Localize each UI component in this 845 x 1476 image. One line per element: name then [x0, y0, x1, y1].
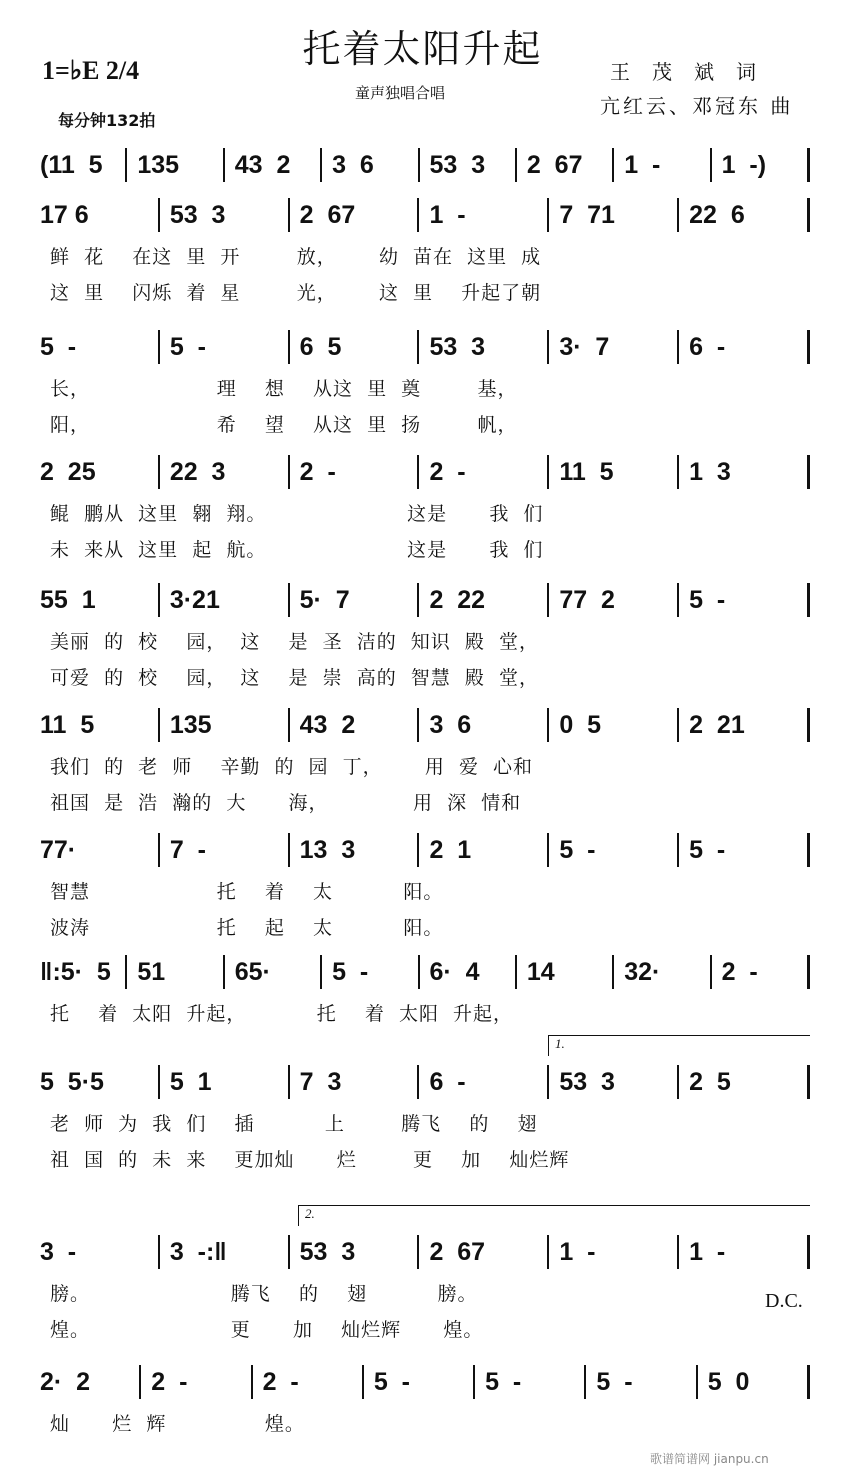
notation-row: [30, 583, 810, 617]
measure: 1 -: [549, 1235, 679, 1269]
measure: 1 -): [712, 148, 810, 182]
lyric-line: 阳， 希 望 从这 里 扬 帆，: [50, 414, 518, 436]
performance-type: 童声独唱合唱: [355, 84, 446, 102]
lyric-line: 长， 理 想 从这 里 奠 基，: [50, 378, 518, 400]
measure: 2· 2: [30, 1365, 141, 1399]
measure: 2 -: [253, 1365, 364, 1399]
lyric-line: 这 里 闪烁 着 星 光， 这 里 升起了朝: [50, 282, 542, 304]
lyric-line: 美丽 的 校 园， 这 是 圣 洁的 知识 殿 堂，: [50, 631, 539, 653]
measure: 5 -: [364, 1365, 475, 1399]
measure: 135: [160, 708, 290, 742]
measure: 5 -: [679, 583, 810, 617]
notation-row: [30, 148, 810, 182]
measure: 3 6: [419, 708, 549, 742]
lyric-line: 煌。 更 加 灿烂辉 煌。: [50, 1319, 484, 1341]
lyric-line: 托 着 太阳 升起， 托 着 太阳 升起，: [50, 1003, 514, 1025]
measure: 53 3: [419, 330, 549, 364]
notation-row: [30, 1235, 810, 1269]
measure: 0 5: [549, 708, 679, 742]
measure: 2 1: [419, 833, 549, 867]
measure: 2 67: [419, 1235, 549, 1269]
measure: 32·: [614, 955, 711, 989]
measure: 5 -: [475, 1365, 586, 1399]
measure: 3 -:‖: [160, 1235, 290, 1269]
tempo-marking: 每分钟132拍: [58, 111, 156, 130]
measure: 5 5·5: [30, 1065, 160, 1099]
measure: (11 5: [30, 148, 127, 182]
measure: 5 -: [679, 833, 810, 867]
composer-credit: 亢红云、邓冠东 曲: [600, 94, 794, 118]
notation-row: [30, 955, 810, 989]
measure: 5 1: [160, 1065, 290, 1099]
measure: 5 -: [549, 833, 679, 867]
measure: 1 -: [419, 198, 549, 232]
volta-bracket: 1.: [548, 1035, 810, 1056]
measure: 6· 4: [420, 955, 517, 989]
measure: 6 5: [290, 330, 420, 364]
measure: 11 5: [30, 708, 160, 742]
watermark: 歌谱简谱网 jianpu.cn: [650, 1452, 769, 1466]
measure: 5· 7: [290, 583, 420, 617]
measure: 53 3: [549, 1065, 679, 1099]
measure: 11 5: [549, 455, 679, 489]
measure: 51: [127, 955, 224, 989]
measure: 53 3: [420, 148, 517, 182]
measure: 22 3: [160, 455, 290, 489]
measure: 1 -: [614, 148, 711, 182]
measure: 5 -: [322, 955, 419, 989]
measure: 2 -: [712, 955, 810, 989]
measure: 5 0: [698, 1365, 810, 1399]
measure: 55 1: [30, 583, 160, 617]
measure: 7 71: [549, 198, 679, 232]
song-title: 托着太阳升起: [302, 27, 543, 71]
measure: 7 3: [290, 1065, 420, 1099]
measure: 2 5: [679, 1065, 810, 1099]
lyric-line: 我们 的 老 师 辛勤 的 园 丁， 用 爱 心和: [50, 756, 534, 778]
measure: 13 3: [290, 833, 420, 867]
measure: 5 -: [586, 1365, 697, 1399]
measure: 2 67: [290, 198, 420, 232]
measure: 1 3: [679, 455, 810, 489]
measure: 5 -: [30, 330, 160, 364]
measure: 6 -: [419, 1065, 549, 1099]
lyric-line: 灿 烂 辉 煌。: [50, 1413, 305, 1435]
key-signature: 1=♭E 2/4: [42, 56, 140, 85]
measure: 65·: [225, 955, 322, 989]
lyric-line: 祖国 是 浩 瀚的 大 海， 用 深 情和: [50, 792, 522, 814]
measure: 77·: [30, 833, 160, 867]
measure: 22 6: [679, 198, 810, 232]
measure: 2 25: [30, 455, 160, 489]
lyric-line: 未 来从 这里 起 航。 这是 我 们: [50, 539, 544, 561]
measure: 2 22: [419, 583, 549, 617]
measure: 77 2: [549, 583, 679, 617]
measure: 1 -: [679, 1235, 810, 1269]
measure: 2 67: [517, 148, 614, 182]
notation-row: [30, 198, 810, 232]
measure: 2 21: [679, 708, 810, 742]
lyric-line: 波涛 托 起 太 阳。: [50, 917, 444, 939]
lyric-line: 老 师 为 我 们 插 上 腾飞 的 翅: [50, 1113, 538, 1135]
lyric-line: 智慧 托 着 太 阳。: [50, 881, 444, 903]
notation-row: [30, 330, 810, 364]
volta-bracket: 2.: [298, 1205, 810, 1226]
notation-row: [30, 1065, 810, 1099]
da-capo-marking: D.C.: [765, 1290, 803, 1312]
measure: 43 2: [290, 708, 420, 742]
measure: 3·21: [160, 583, 290, 617]
measure: 7 -: [160, 833, 290, 867]
measure: 2 -: [141, 1365, 252, 1399]
measure: 2 -: [419, 455, 549, 489]
measure: 3 -: [30, 1235, 160, 1269]
notation-row: [30, 455, 810, 489]
measure: 14: [517, 955, 614, 989]
measure: 3· 7: [549, 330, 679, 364]
lyric-line: 膀。 腾飞 的 翅 膀。: [50, 1283, 478, 1305]
measure: 135: [127, 148, 224, 182]
notation-row: [30, 833, 810, 867]
lyric-line: 可爱 的 校 园， 这 是 崇 高的 智慧 殿 堂，: [50, 667, 539, 689]
lyric-line: 祖 国 的 未 来 更加灿 烂 更 加 灿烂辉: [50, 1149, 570, 1171]
notation-row: [30, 708, 810, 742]
measure: 6 -: [679, 330, 810, 364]
measure: 3 6: [322, 148, 419, 182]
measure: 43 2: [225, 148, 322, 182]
measure: 2 -: [290, 455, 420, 489]
lyric-line: 鲜 花 在这 里 开 放， 幼 苗在 这里 成: [50, 246, 542, 268]
measure: 5 -: [160, 330, 290, 364]
lyric-line: 鲲 鹏从 这里 翱 翔。 这是 我 们: [50, 503, 544, 525]
measure: ‖:5· 5: [30, 955, 127, 989]
notation-row: [30, 1365, 810, 1399]
measure: 17 6: [30, 198, 160, 232]
measure: 53 3: [290, 1235, 420, 1269]
measure: 53 3: [160, 198, 290, 232]
lyricist-credit: 王茂斌词: [610, 60, 778, 84]
